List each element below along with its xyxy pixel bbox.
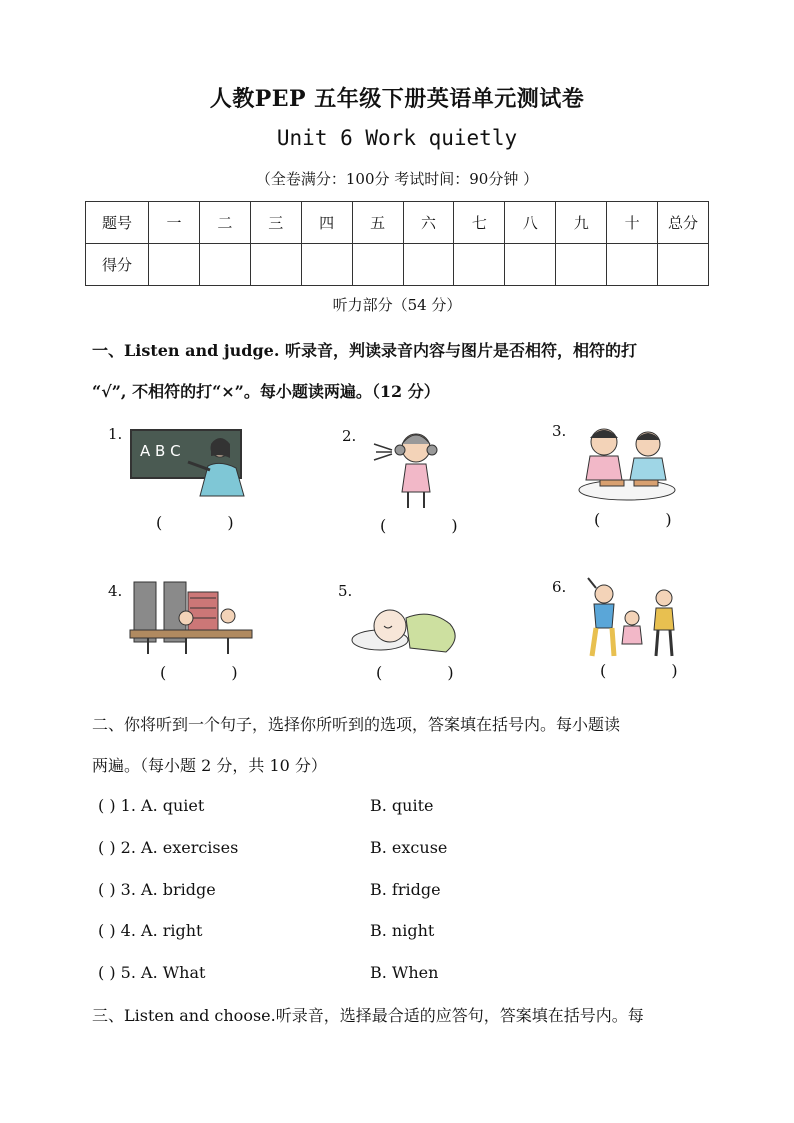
unit-title: Unit 6 Work quietly [276,126,518,150]
teacher-blackboard-picture [128,418,253,510]
score-input-cell[interactable] [556,244,607,286]
question-option-a[interactable]: ( ) 1. A. quiet [98,796,205,815]
girl-whispering-picture [372,420,452,512]
score-cell: 四 [301,202,352,244]
score-cell: 六 [403,202,454,244]
answer-parens[interactable]: ( ) [160,663,268,682]
page-title: 人教PEP 五年级下册英语单元测试卷 [209,86,585,112]
score-input-cell[interactable] [403,244,454,286]
section3-instruction-line1: 三、Listen and choose.听录音，选择最合适的应答句，答案填在括号内。每 [92,1006,644,1025]
score-cell: 五 [352,202,403,244]
answer-parens[interactable]: ( ) [594,510,702,529]
score-input-cell[interactable] [149,244,200,286]
picture-number: 4. [108,582,123,600]
section2-instruction-line2: 两遍。（每小题 2 分，共 10 分） [92,756,327,775]
picture-number: 6. [552,578,567,596]
score-input-cell[interactable] [301,244,352,286]
question-option-b[interactable]: B. When [370,963,439,982]
sleeping-baby-picture [350,598,468,660]
score-cell: 一 [149,202,200,244]
score-cell: 十 [607,202,658,244]
score-cell: 二 [199,202,250,244]
score-cell: 总分 [658,202,709,244]
children-eating-picture [572,418,682,508]
exam-meta: （全卷满分：100分 考试时间：90分钟 ） [255,170,539,188]
question-option-a[interactable]: ( ) 5. A. What [98,963,206,982]
family-exercising-picture [580,576,688,660]
score-input-cell[interactable] [250,244,301,286]
board-text: A B C [140,442,181,460]
answer-parens[interactable]: ( ) [376,663,484,682]
picture-number: 2. [342,427,357,445]
score-cell: 八 [505,202,556,244]
score-input-cell[interactable] [607,244,658,286]
score-input-cell[interactable] [352,244,403,286]
answer-parens[interactable]: ( ) [380,516,488,535]
score-cell: 七 [454,202,505,244]
picture-number: 5. [338,582,353,600]
question-option-a[interactable]: ( ) 2. A. exercises [98,838,239,857]
section1-instruction-line2: “√”, 不相符的打“×”。每小题读两遍。（12 分） [92,382,440,401]
section2-instruction-line1: 二、你将听到一个句子，选择你所听到的选项，答案填在括号内。每小题读 [92,715,621,734]
score-cell: 题号 [86,202,149,244]
library-picture [128,578,254,660]
score-input-cell[interactable] [199,244,250,286]
score-cell: 三 [250,202,301,244]
question-option-b[interactable]: B. fridge [370,880,441,899]
score-table [85,201,709,286]
question-option-b[interactable]: B. excuse [370,838,448,857]
answer-parens[interactable]: ( ) [600,661,708,680]
answer-parens[interactable]: ( ) [156,513,264,532]
picture-number: 1. [108,425,123,443]
listening-heading: 听力部分（54 分） [332,296,462,314]
score-table-header-row [86,202,709,244]
score-input-cell[interactable] [454,244,505,286]
question-option-a[interactable]: ( ) 3. A. bridge [98,880,216,899]
picture-number: 3. [552,422,567,440]
score-table-score-row [86,244,709,286]
question-option-a[interactable]: ( ) 4. A. right [98,921,203,940]
score-input-cell[interactable] [505,244,556,286]
question-option-b[interactable]: B. quite [370,796,434,815]
score-input-cell[interactable] [658,244,709,286]
question-option-b[interactable]: B. night [370,921,435,940]
score-cell: 九 [556,202,607,244]
section1-instruction-line1: 一、Listen and judge. 听录音，判读录音内容与图片是否相符，相符的打 [92,341,637,360]
score-row-label: 得分 [86,244,149,286]
